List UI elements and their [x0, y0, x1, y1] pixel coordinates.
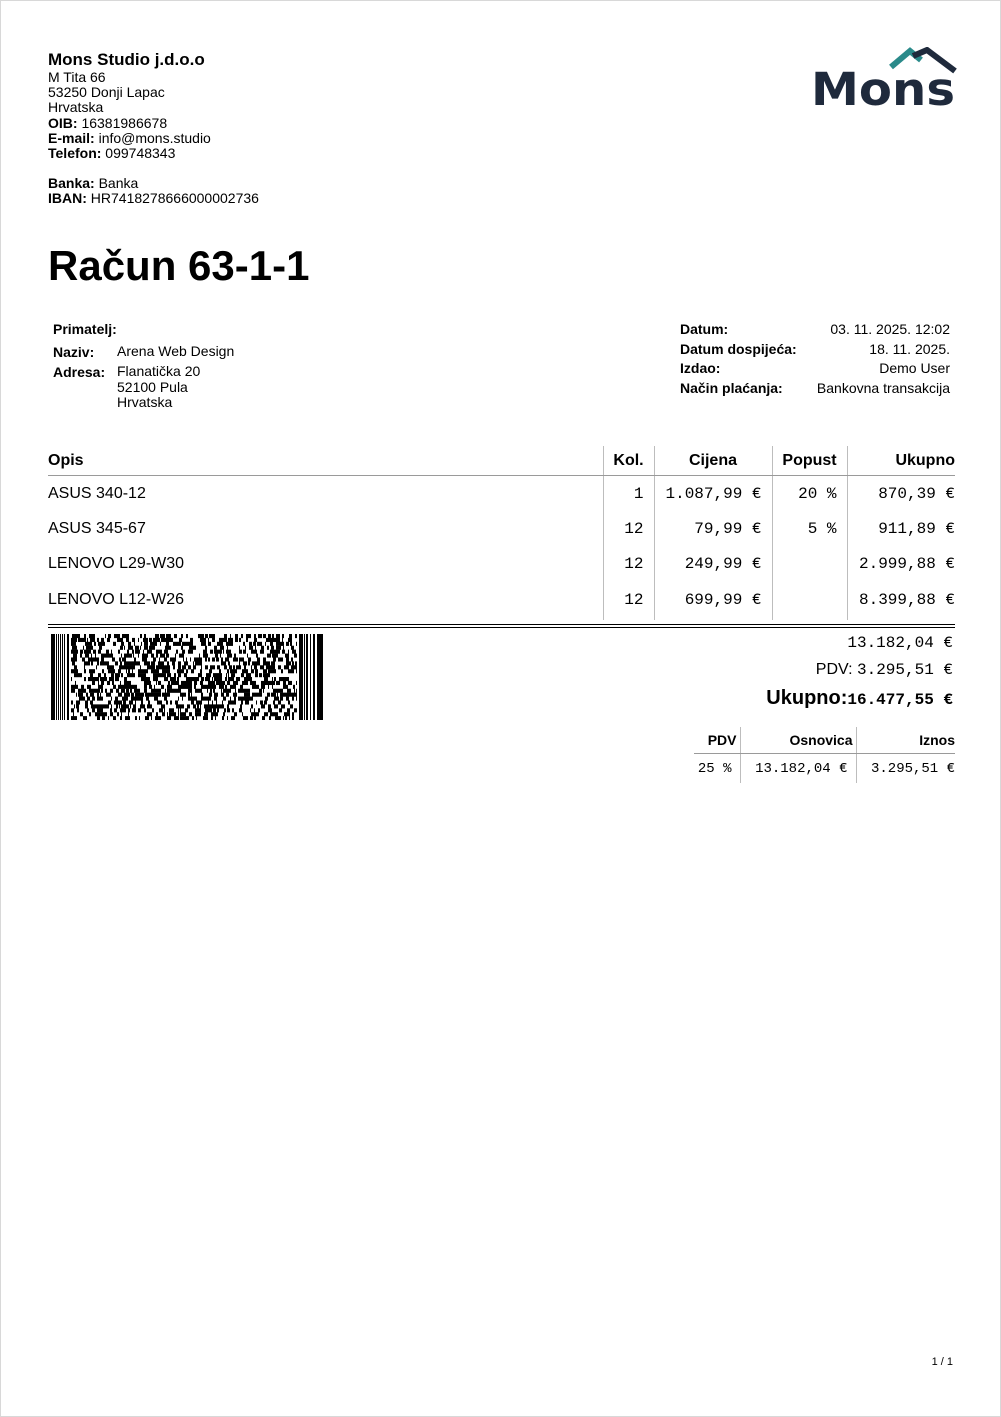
grand-total-label: Ukupno:: [766, 687, 848, 709]
item-description: LENOVO L29-W30: [48, 555, 185, 573]
payment-method-value: Bankovna transakcija: [816, 380, 950, 397]
company-email: [48, 131, 259, 146]
meta-due-row: [680, 340, 950, 360]
recipient-heading: Primatelj:: [53, 321, 117, 337]
totals-divider: [48, 624, 955, 628]
vat-base: 13.182,04 €: [740, 754, 856, 784]
payment-method-label: Način plaćanja:: [680, 380, 783, 397]
item-quantity: 12: [603, 582, 654, 620]
due-date-label: Datum dospijeća:: [680, 340, 797, 357]
vat-rate: 25 %: [697, 760, 732, 777]
grand-total-value: 16.477,55 €: [847, 691, 953, 709]
item-description: ASUS 340-12: [48, 484, 146, 502]
vat-header-row: [694, 727, 955, 754]
item-total: 8.399,88 €: [847, 582, 955, 620]
company-phone: [48, 146, 259, 161]
recipient-address-line2: 52100 Pula: [117, 378, 188, 395]
recipient-address: [117, 364, 200, 411]
phone-label: Telefon:: [48, 145, 102, 162]
date-label: Datum:: [680, 321, 729, 337]
issued-by-label: Izdao:: [680, 360, 721, 377]
recipient-block: [53, 320, 234, 411]
vat-col-header-pdv: PDV: [694, 727, 740, 754]
table-row: [48, 476, 955, 512]
item-price: 1.087,99 €: [654, 476, 772, 512]
item-total: 911,89 €: [847, 511, 955, 546]
col-header-ukupno: Ukupno: [847, 446, 955, 476]
recipient-name-label: Naziv:: [53, 344, 95, 360]
item-description: ASUS 345-67: [48, 519, 146, 537]
meta-issued-row: [680, 359, 950, 379]
item-discount: [772, 582, 847, 620]
vat-col-header-iznos: Iznos: [856, 727, 955, 754]
col-header-cijena: Cijena: [654, 446, 772, 476]
recipient-address-line1: Flanatička 20: [117, 363, 201, 379]
items-header-row: [48, 446, 955, 476]
mons-logo: [809, 47, 959, 109]
meta-payment-row: [680, 379, 950, 399]
company-address-line1: M Tita 66: [48, 69, 106, 85]
items-table: [48, 446, 955, 620]
due-date-value: 18. 11. 2025.: [869, 340, 950, 357]
col-header-opis: Opis: [48, 446, 603, 476]
item-price: 699,99 €: [654, 582, 772, 620]
bank-value: Banka: [98, 175, 139, 192]
recipient-address-line3: Hrvatska: [117, 394, 173, 410]
company-name: Mons Studio j.d.o.o: [48, 50, 205, 69]
grand-total-row: [766, 686, 953, 713]
meta-date-row: [680, 320, 950, 340]
item-quantity: 1: [603, 476, 654, 512]
date-value: 03. 11. 2025. 12:02: [830, 321, 950, 337]
item-quantity: 12: [603, 511, 654, 546]
recipient-name: Arena Web Design: [117, 343, 235, 359]
table-row: [694, 754, 955, 784]
iban-value: HR7418278666000002736: [90, 190, 259, 207]
company-bank: [48, 176, 259, 191]
subtotal-value: 13.182,04 €: [847, 634, 953, 652]
pdv-total-label: PDV:: [815, 661, 853, 678]
vat-table: [694, 727, 955, 783]
iban-label: IBAN:: [48, 190, 87, 207]
item-discount: 20 %: [772, 476, 847, 512]
item-discount: 5 %: [772, 511, 847, 546]
page-number: 1 / 1: [931, 1356, 953, 1368]
recipient-address-label: Adresa:: [53, 364, 106, 380]
company-address-line2: 53250 Donji Lapac: [48, 84, 165, 101]
oib-value: 16381986678: [81, 114, 168, 131]
table-row: [48, 547, 955, 582]
pdv-total-row: [766, 659, 953, 686]
email-value: info@mons.studio: [98, 129, 211, 146]
item-discount: [772, 547, 847, 582]
issued-by-value: Demo User: [879, 360, 950, 377]
item-description: LENOVO L12-W26: [48, 590, 185, 608]
totals-block: [766, 632, 953, 713]
oib-label: OIB:: [48, 114, 78, 131]
company-country: Hrvatska: [48, 99, 104, 116]
item-price: 79,99 €: [654, 511, 772, 546]
company-iban: [48, 191, 259, 206]
table-row: [48, 511, 955, 546]
logo-text: Mons: [811, 63, 955, 109]
item-total: 870,39 €: [847, 476, 955, 512]
email-label: E-mail:: [48, 129, 95, 146]
invoice-title: Račun 63-1-1: [48, 242, 310, 289]
pdv-total-value: 3.295,51 €: [856, 661, 953, 679]
vat-col-header-osnovica: Osnovica: [740, 727, 856, 754]
recipient-name-row: [53, 344, 234, 360]
payment-barcode: [51, 634, 323, 720]
item-total: 2.999,88 €: [847, 547, 955, 582]
bank-label: Banka:: [48, 175, 95, 192]
company-info: [48, 50, 259, 207]
table-row: [48, 582, 955, 620]
item-quantity: 12: [603, 547, 654, 582]
recipient-address-row: [53, 364, 234, 411]
col-header-popust: Popust: [772, 446, 847, 476]
col-header-kol: Kol.: [603, 446, 654, 476]
company-oib: [48, 116, 259, 131]
item-price: 249,99 €: [654, 547, 772, 582]
invoice-meta: [680, 320, 950, 399]
vat-amount: 3.295,51 €: [856, 754, 955, 784]
phone-value: 099748343: [105, 145, 176, 162]
